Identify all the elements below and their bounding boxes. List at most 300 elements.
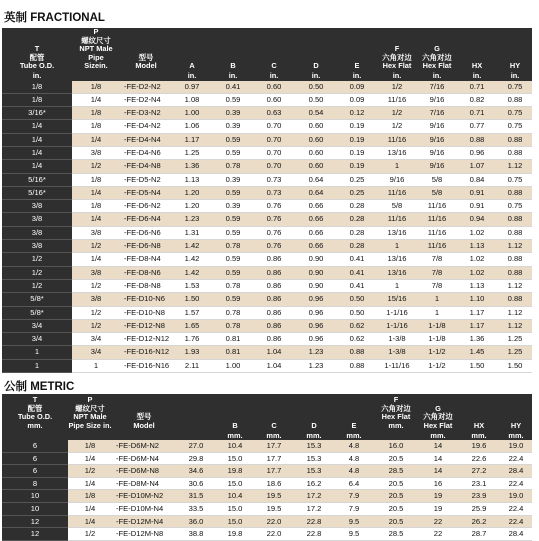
table-cell: 1/4 [72,186,120,199]
fractional-unit-cell [72,71,120,81]
table-cell: 22.0 [254,528,294,541]
table-cell: 1.04 [254,346,294,359]
table-cell: 3/8 [2,200,72,213]
table-cell: 1.12 [498,319,532,332]
table-cell: 0.88 [498,226,532,239]
table-cell: 33.5 [176,502,216,515]
table-cell: 0.28 [338,200,376,213]
table-cell: 15.0 [216,477,254,490]
table-cell: 17.2 [294,502,334,515]
table-cell: 3/8 [72,226,120,239]
table-row [2,81,532,94]
table-cell: 5/8 [376,200,418,213]
table-cell: 0.88 [498,253,532,266]
metric-unit-cell: mm. [500,430,532,440]
table-cell: 0.66 [294,240,338,253]
table-cell: 0.50 [338,306,376,319]
table-cell: 0.50 [294,93,338,106]
table-cell: 0.90 [294,253,338,266]
table-cell: 0.78 [212,306,254,319]
table-row [2,319,532,332]
table-cell: 22.4 [500,452,532,465]
table-cell: 0.41 [338,253,376,266]
model-cell: -FE-D6M-N2 [112,440,176,452]
model-cell: -FE-D6M-N4 [112,452,176,465]
table-cell: 0.81 [212,346,254,359]
table-cell: 9/16 [376,173,418,186]
metric-unit-cell: mm. [418,430,458,440]
table-cell: 0.91 [456,200,498,213]
metric-body [2,440,532,540]
table-cell: 17.2 [294,490,334,503]
table-cell: 22.4 [500,477,532,490]
model-cell: -FE-D8M-N4 [112,477,176,490]
table-cell: 0.59 [212,266,254,279]
table-cell: 31.5 [176,490,216,503]
metric-unit-row [2,430,532,440]
table-cell: 30.6 [176,477,216,490]
table-cell: 15.3 [294,465,334,478]
table-cell: 0.76 [254,226,294,239]
table-cell: 1 [418,306,456,319]
table-cell: 0.59 [212,226,254,239]
table-cell: 5/8* [2,306,72,319]
table-cell: 16.2 [294,477,334,490]
table-cell: 3/8 [2,226,72,239]
model-cell: -FE-D4-N4 [120,133,172,146]
model-cell: -FE-D6-N6 [120,226,172,239]
table-cell: 1.00 [212,359,254,372]
table-cell: 0.19 [338,133,376,146]
table-cell: 1.06 [172,120,212,133]
table-cell: 15.0 [216,515,254,528]
table-cell: 7/8 [418,253,456,266]
table-cell: 1/4 [72,213,120,226]
table-cell: 0.81 [212,333,254,346]
metric-unit-cell [176,430,216,440]
table-cell: 0.09 [338,81,376,94]
table-cell: 1.13 [172,173,212,186]
table-cell: 1/8 [72,120,120,133]
metric-header-cell: B [216,394,254,430]
table-cell: 3/4 [2,333,72,346]
table-cell: 1.12 [498,306,532,319]
model-cell: -FE-D12M-N8 [112,528,176,541]
table-cell: 0.71 [456,81,498,94]
table-cell: 0.28 [338,213,376,226]
table-cell: 0.78 [212,160,254,173]
fractional-header-cell: P 螺纹尺寸 NPT Male Pipe Sizein. [72,28,120,71]
table-cell: 19.6 [458,440,500,452]
metric-header-cell: G 六角对边 Hex Flat [418,394,458,430]
table-cell: 9.5 [334,515,374,528]
table-cell: 1/2 [376,81,418,94]
table-cell: 1.25 [172,146,212,159]
table-cell: 9/16 [418,146,456,159]
table-cell: 1/8 [72,107,120,120]
table-cell: 1.02 [456,226,498,239]
table-cell: 19 [418,502,458,515]
table-cell: 1/2 [68,465,112,478]
table-row [2,240,532,253]
table-cell: 1-1/16 [376,319,418,332]
table-row [2,306,532,319]
table-cell: 7/16 [418,81,456,94]
table-cell: 1 [376,240,418,253]
model-cell: -FE-D6M-N8 [112,465,176,478]
table-cell: 0.63 [254,107,294,120]
table-cell: 11/16 [418,213,456,226]
table-cell: 19.8 [216,528,254,541]
table-cell: 22 [418,528,458,541]
table-cell: 0.41 [338,279,376,292]
table-cell: 0.39 [212,107,254,120]
table-cell: 6 [2,465,68,478]
table-cell: 0.75 [498,173,532,186]
table-cell: 19.8 [216,465,254,478]
table-cell: 11/16 [376,93,418,106]
table-cell: 1.20 [172,186,212,199]
table-cell: 0.90 [294,279,338,292]
fractional-unit-cell: in. [212,71,254,81]
table-cell: 20.5 [374,515,418,528]
table-cell: 0.25 [338,173,376,186]
table-cell: 2.11 [172,359,212,372]
table-cell: 0.64 [294,173,338,186]
table-cell: 0.84 [456,173,498,186]
fractional-header-cell: A [172,28,212,71]
table-cell: 0.70 [254,133,294,146]
fractional-header-cell: HY [498,28,532,71]
table-cell: 1.12 [498,240,532,253]
table-cell: 0.60 [294,120,338,133]
table-cell: 0.77 [456,120,498,133]
table-cell: 1.13 [456,279,498,292]
table-cell: 1/2 [2,279,72,292]
table-cell: 0.39 [212,173,254,186]
table-cell: 5/8* [2,293,72,306]
table-cell: 0.66 [294,213,338,226]
table-cell: 1.12 [498,279,532,292]
table-cell: 0.75 [498,200,532,213]
table-cell: 1.10 [456,293,498,306]
fractional-header-cell: T 配管 Tube O.D. [2,28,72,71]
table-cell: 0.82 [456,93,498,106]
table-cell: 1/2 [72,306,120,319]
table-cell: 6 [2,452,68,465]
table-cell: 0.96 [294,333,338,346]
table-cell: 0.19 [338,120,376,133]
model-cell: -FE-D4-N6 [120,146,172,159]
table-cell: 1/8 [2,81,72,94]
table-cell: 0.78 [212,279,254,292]
table-cell: 0.90 [294,266,338,279]
table-cell: 22 [418,515,458,528]
table-cell: 1.20 [172,200,212,213]
table-cell: 0.60 [254,93,294,106]
table-cell: 0.88 [498,93,532,106]
table-cell: 15.3 [294,452,334,465]
table-cell: 1.25 [498,333,532,346]
table-row [2,279,532,292]
table-cell: 20.5 [374,490,418,503]
model-cell: -FE-D5-N2 [120,173,172,186]
fractional-header-cell: B [212,28,254,71]
table-cell: 1.42 [172,240,212,253]
table-cell: 1.23 [172,213,212,226]
table-cell: 1-11/16 [376,359,418,372]
metric-header-cell [176,394,216,430]
table-cell: 0.59 [212,213,254,226]
table-cell: 1-1/16 [376,306,418,319]
table-cell: 9/16 [418,120,456,133]
table-cell: 22.4 [500,515,532,528]
table-cell: 1.02 [456,266,498,279]
model-cell: -FE-D5-N4 [120,186,172,199]
table-cell: 4.8 [334,465,374,478]
table-cell: 11/16 [376,133,418,146]
table-cell: 17.7 [254,440,294,452]
table-cell: 1.50 [456,359,498,372]
table-cell: 0.73 [254,186,294,199]
table-cell: 1 [418,293,456,306]
table-cell: 19.0 [500,440,532,452]
table-cell: 3/4 [72,333,120,346]
fractional-unit-cell: in. [254,71,294,81]
metric-header-cell: F 六角对边 Hex Flat mm. [374,394,418,430]
table-cell: 3/8 [2,240,72,253]
table-cell: 1/8 [72,200,120,213]
model-cell: -FE-D10M-N2 [112,490,176,503]
table-cell: 1/4 [72,253,120,266]
metric-header-cell: T 配管 Tube O.D. mm. [2,394,68,430]
table-cell: 27.0 [176,440,216,452]
table-cell: 0.59 [212,293,254,306]
fractional-unit-cell [120,71,172,81]
table-cell: 10 [2,490,68,503]
table-cell: 10 [2,502,68,515]
table-cell: 0.75 [498,81,532,94]
table-cell: 7/16 [418,107,456,120]
table-cell: 1.13 [456,240,498,253]
table-cell: 1/2 [72,160,120,173]
model-cell: -FE-D6-N2 [120,200,172,213]
table-cell: 0.70 [254,146,294,159]
table-cell: 13/16 [376,266,418,279]
table-cell: 22.0 [254,515,294,528]
model-cell: -FE-D2-N4 [120,93,172,106]
fractional-unit-cell: in. [418,71,456,81]
table-cell: 1.76 [172,333,212,346]
table-cell: 0.88 [498,146,532,159]
table-cell: 1 [72,359,120,372]
table-cell: 17.7 [254,465,294,478]
table-cell: 1/8 [68,440,112,452]
table-cell: 0.66 [294,226,338,239]
table-row [2,213,532,226]
fractional-unit-cell: in. [498,71,532,81]
table-row [2,146,532,159]
table-cell: 26.2 [458,515,500,528]
table-cell: 0.96 [456,146,498,159]
table-cell: 1/2 [2,253,72,266]
table-cell: 0.76 [254,200,294,213]
metric-title: 公制 METRIC [4,381,75,393]
table-cell: 0.54 [294,107,338,120]
table-cell: 1.04 [254,359,294,372]
table-cell: 3/8 [72,293,120,306]
metric-unit-cell: mm. [216,430,254,440]
table-cell: 0.88 [498,186,532,199]
table-row [2,200,532,213]
table-cell: 28.5 [374,465,418,478]
model-cell: -FE-D10M-N4 [112,502,176,515]
table-cell: 10.4 [216,440,254,452]
metric-unit-cell [112,430,176,440]
table-cell: 9/16 [418,160,456,173]
table-cell: 1 [376,279,418,292]
table-cell: 3/8 [72,266,120,279]
table-cell: 1/4 [2,133,72,146]
table-cell: 13/16 [376,253,418,266]
table-cell: 1/4 [2,160,72,173]
table-cell: 18.6 [254,477,294,490]
table-cell: 0.50 [294,81,338,94]
table-cell: 0.91 [456,186,498,199]
fractional-header-cell: F 六角对边 Hex Flat [376,28,418,71]
table-cell: 0.73 [254,173,294,186]
table-cell: 3/4 [72,346,120,359]
metric-header-cell: D [294,394,334,430]
table-cell: 23.1 [458,477,500,490]
table-cell: 0.88 [498,213,532,226]
table-cell: 1.12 [498,160,532,173]
table-cell: 38.8 [176,528,216,541]
table-cell: 0.39 [212,200,254,213]
table-cell: 11/16 [418,226,456,239]
table-cell: 0.75 [498,107,532,120]
table-cell: 1-1/2 [418,359,456,372]
fractional-header-row [2,28,532,71]
table-cell: 28.4 [500,465,532,478]
table-cell: 0.86 [254,306,294,319]
table-cell: 1/4 [68,515,112,528]
metric-unit-cell [68,430,112,440]
model-cell: -FE-D16-N16 [120,359,172,372]
fractional-unit-cell: in. [338,71,376,81]
table-cell: 1/2 [376,120,418,133]
table-cell: 9/16 [418,133,456,146]
table-cell: 1/8 [72,81,120,94]
table-cell: 19 [418,490,458,503]
table-cell: 0.59 [212,253,254,266]
table-cell: 0.71 [456,107,498,120]
table-cell: 1.17 [456,306,498,319]
table-cell: 1.07 [456,160,498,173]
metric-header-cell: C [254,394,294,430]
table-cell: 0.12 [338,107,376,120]
table-cell: 0.76 [254,240,294,253]
table-cell: 0.88 [456,133,498,146]
table-cell: 0.62 [338,319,376,332]
table-cell: 20.5 [374,452,418,465]
table-cell: 0.19 [338,160,376,173]
table-row [2,477,532,490]
table-cell: 1/4 [72,93,120,106]
fractional-body [2,81,532,373]
table-cell: 16.0 [374,440,418,452]
table-cell: 0.96 [294,306,338,319]
table-row [2,490,532,503]
table-cell: 1.36 [456,333,498,346]
table-cell: 1.65 [172,319,212,332]
table-cell: 0.94 [456,213,498,226]
table-cell: 0.41 [338,266,376,279]
metric-header-cell: E [334,394,374,430]
metric-table [2,394,532,541]
table-row [2,133,532,146]
table-cell: 15.3 [294,440,334,452]
table-cell: 8 [2,477,68,490]
table-cell: 14 [418,452,458,465]
table-row [2,226,532,239]
table-cell: 1/4 [68,452,112,465]
table-cell: 0.76 [254,213,294,226]
table-cell: 0.86 [254,279,294,292]
table-cell: 5/8 [418,186,456,199]
table-cell: 0.88 [338,346,376,359]
table-cell: 11/16 [418,200,456,213]
table-cell: 1.17 [456,319,498,332]
table-row [2,333,532,346]
table-cell: 4.8 [334,452,374,465]
metric-unit-cell [2,430,68,440]
table-cell: 0.28 [338,226,376,239]
fractional-title: 英制 FRACTIONAL [4,12,105,24]
table-cell: 1/4 [68,477,112,490]
table-row [2,515,532,528]
table-cell: 1.08 [172,93,212,106]
table-cell: 29.8 [176,452,216,465]
metric-header-row [2,394,532,430]
table-cell: 5/16* [2,186,72,199]
fractional-table [2,28,532,373]
table-cell: 0.96 [294,319,338,332]
table-cell: 0.39 [212,120,254,133]
table-cell: 1/2 [72,240,120,253]
table-cell: 1.50 [498,359,532,372]
table-cell: 1-1/8 [418,319,456,332]
table-cell: 1/4 [72,133,120,146]
model-cell: -FE-D8-N8 [120,279,172,292]
table-row [2,502,532,515]
table-cell: 19.5 [254,502,294,515]
table-cell: 17.7 [254,452,294,465]
table-cell: 27.2 [458,465,500,478]
table-row [2,359,532,372]
table-cell: 1/2 [72,279,120,292]
table-cell: 6 [2,440,68,452]
table-cell: 1.93 [172,346,212,359]
table-cell: 0.59 [212,93,254,106]
table-cell: 1/2 [68,528,112,541]
table-cell: 1/2 [72,319,120,332]
table-cell: 1.45 [456,346,498,359]
table-cell: 10.4 [216,490,254,503]
model-cell: -FE-D4-N8 [120,160,172,173]
table-cell: 1.23 [294,346,338,359]
table-cell: 1/4 [68,502,112,515]
